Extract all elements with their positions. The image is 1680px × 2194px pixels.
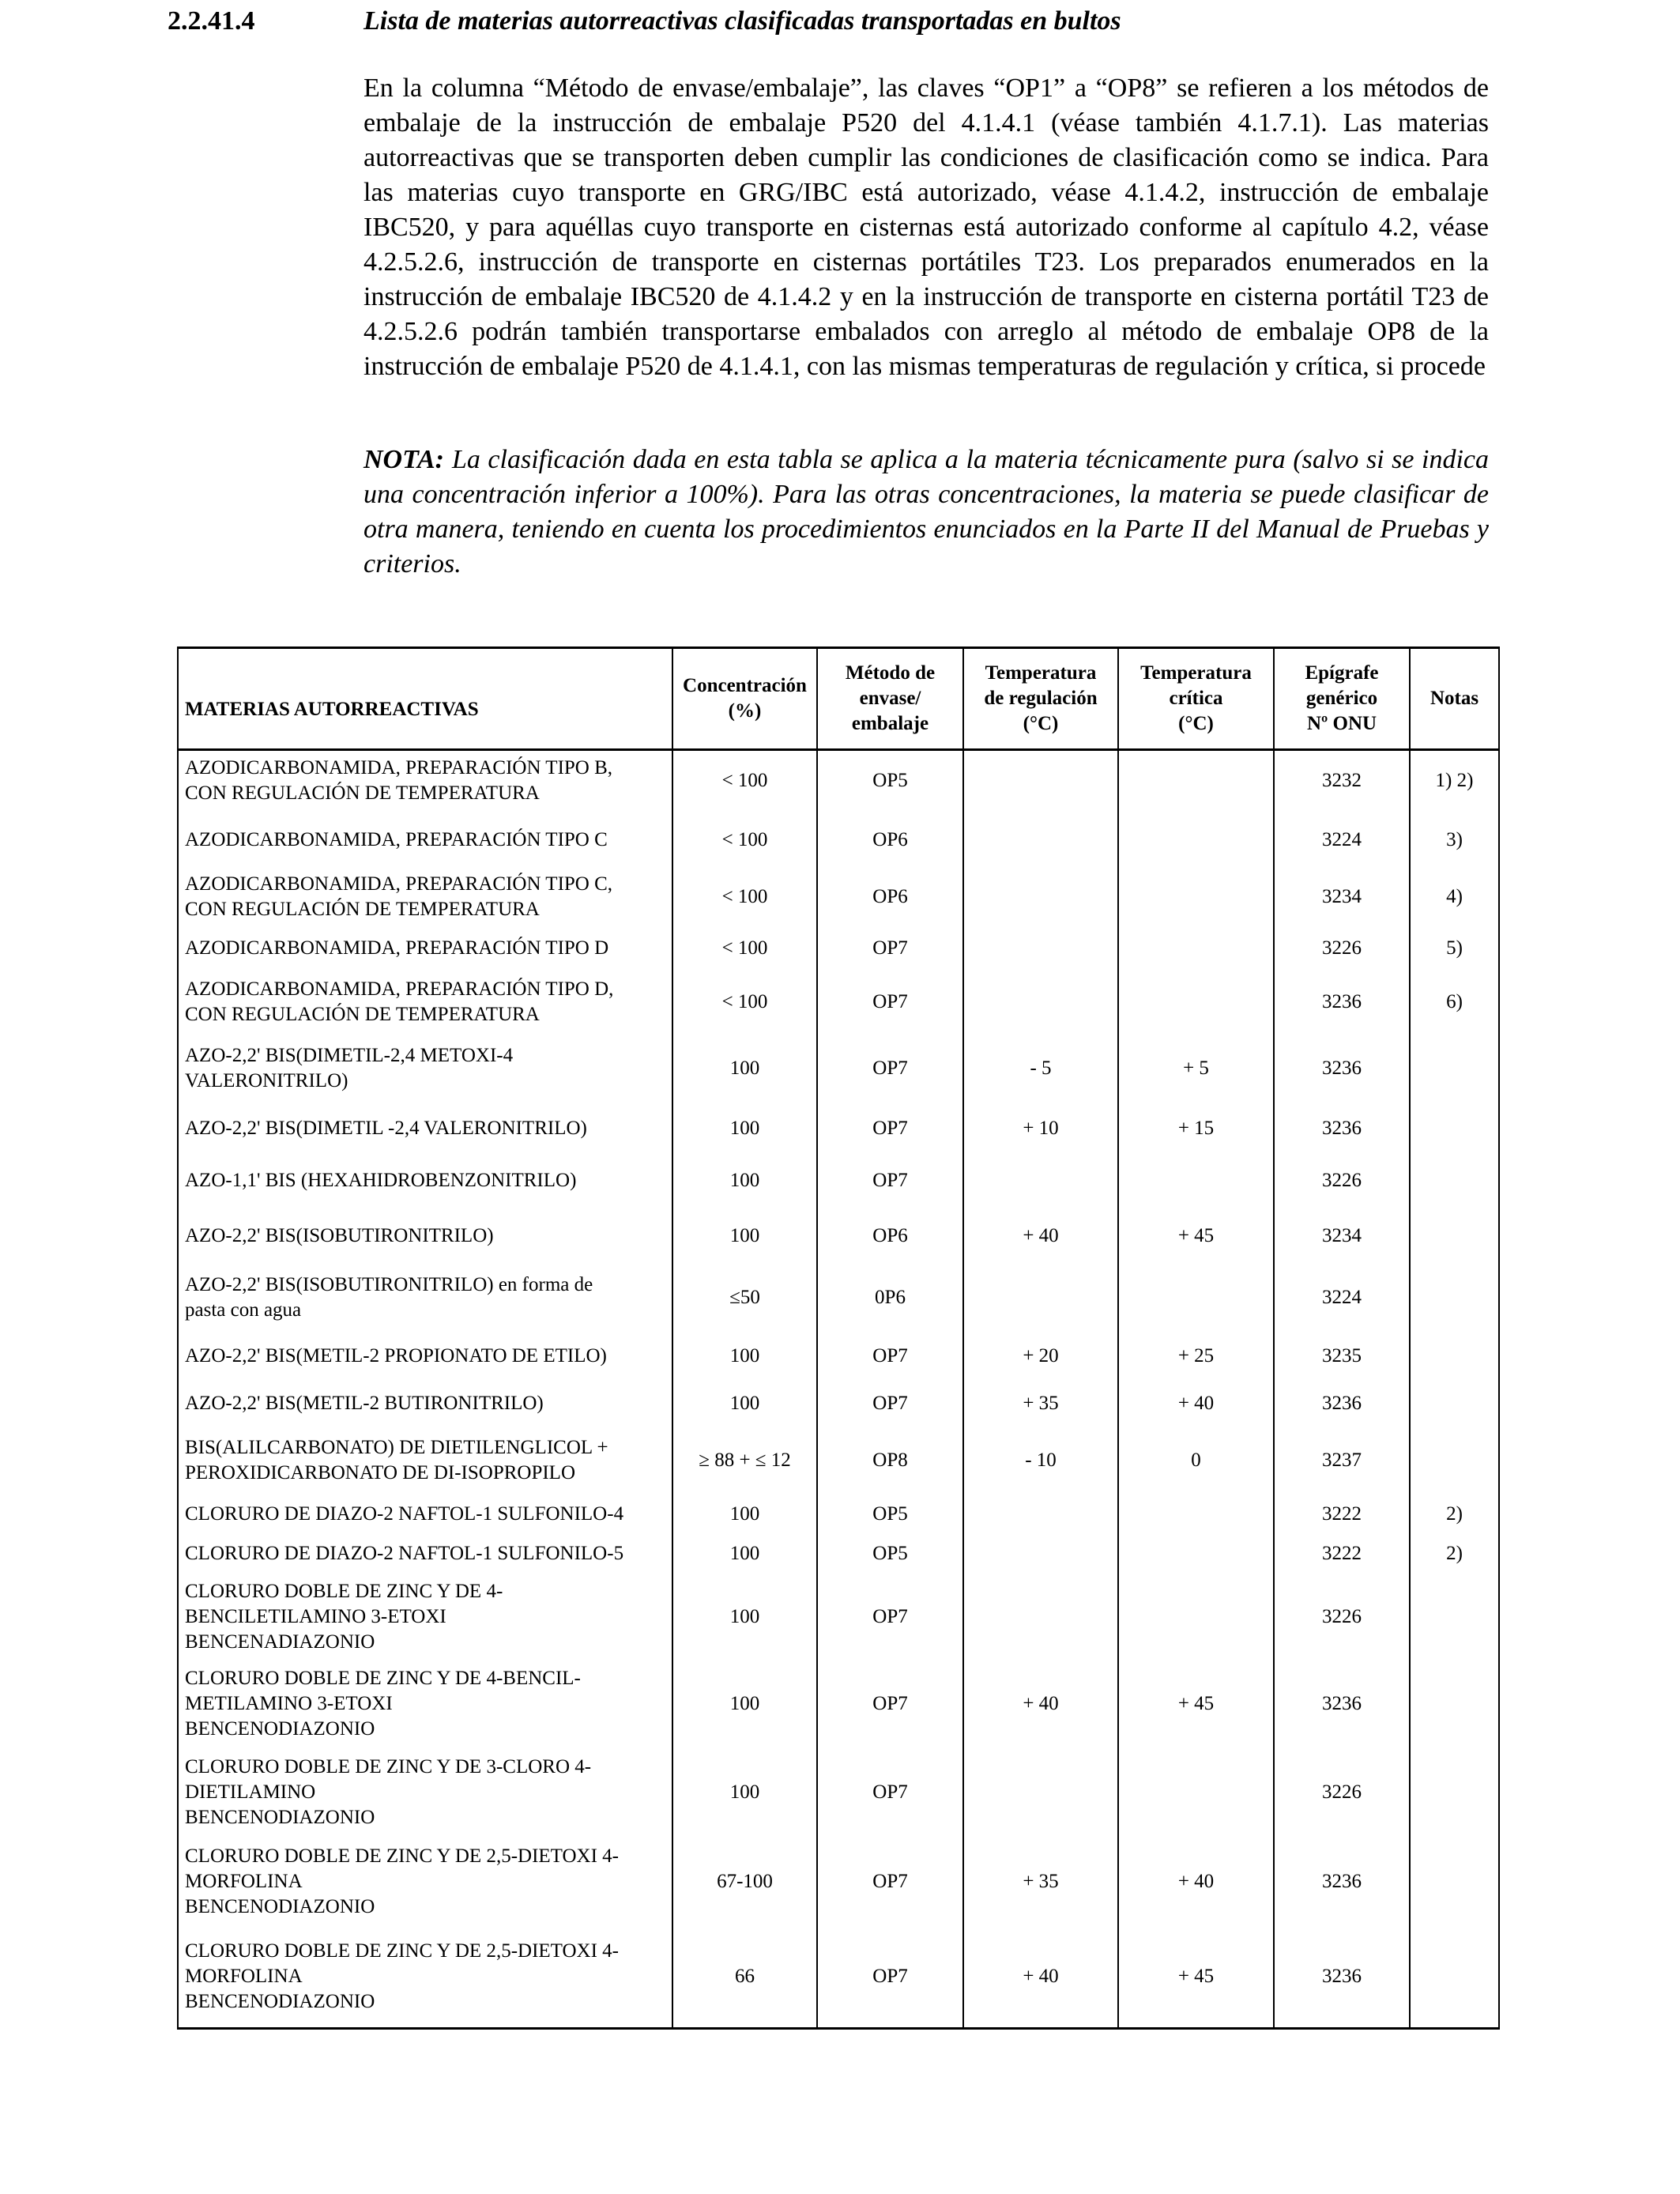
cell-substance-name (178, 750, 672, 812)
table-row (178, 1104, 1499, 1153)
header-critical-temp (1118, 648, 1274, 750)
substance-name-line: CLORURO DOBLE DE ZINC Y DE 4-BENCIL- (185, 1667, 581, 1689)
table-row (178, 971, 1499, 1033)
cell-critical-temp (1118, 1264, 1274, 1332)
table-row (178, 1661, 1499, 1747)
table-row (178, 925, 1499, 971)
cell-concentration: 100 (672, 1033, 817, 1104)
cell-method: OP7 (817, 1747, 963, 1838)
cell-substance-name (178, 971, 672, 1033)
header-conc-line: Concentración (683, 675, 807, 696)
table-row (178, 1534, 1499, 1574)
substance-name-line: BENCENADIAZONIO (185, 1630, 375, 1653)
table-row (178, 1838, 1499, 1926)
cell-critical-temp: + 45 (1118, 1661, 1274, 1747)
cell-notes: 2) (1410, 1495, 1499, 1534)
cell-method: OP7 (817, 1838, 963, 1926)
table-row (178, 750, 1499, 812)
substance-name-line: AZODICARBONAMIDA, PREPARACIÓN TIPO C (185, 828, 608, 850)
header-epi-line: Nº ONU (1306, 713, 1377, 734)
header-name: MATERIAS AUTORREACTIVAS (178, 648, 672, 750)
cell-concentration: < 100 (672, 812, 817, 869)
cell-method: OP8 (817, 1427, 963, 1495)
cell-regulation-temp (963, 869, 1118, 925)
table-row (178, 1926, 1499, 2029)
table-row (178, 1332, 1499, 1381)
header-tcrit-line: (°C) (1178, 713, 1214, 734)
cell-substance-name (178, 1427, 672, 1495)
substance-name-line: AZO-2,2' BIS(METIL-2 BUTIRONITRILO) (185, 1392, 544, 1414)
section-title: Lista de materias autorreactivas clasificadas transportadas en bultos (363, 6, 1121, 36)
cell-regulation-temp: - 10 (963, 1427, 1118, 1495)
cell-notes (1410, 1104, 1499, 1153)
cell-concentration: < 100 (672, 869, 817, 925)
table-row (178, 1574, 1499, 1661)
substance-name-line: AZO-2,2' BIS(ISOBUTIRONITRILO) (185, 1224, 494, 1246)
cell-un-number: 3236 (1274, 1926, 1410, 2029)
cell-concentration: 66 (672, 1926, 817, 2029)
cell-method: OP7 (817, 1153, 963, 1208)
substance-name-line: AZODICARBONAMIDA, PREPARACIÓN TIPO B, (185, 757, 613, 779)
substance-name-line: CLORURO DE DIAZO-2 NAFTOL-1 SULFONILO-4 (185, 1502, 624, 1525)
intro-paragraph: En la columna “Método de envase/embalaje”, las claves “OP1” a “OP8” se refieren a los métodos de embalaje de la instrucción de embalaje P520 del 4.1.4.1 (véase también 4.1.7.1). Las materias autorreactivas que se transporten deben cumplir las condiciones de clasificación como se indica. Para las materias cuyo transporte en GRG/IBC está autorizado, véase 4.1.4.2, instrucción de embalaje IBC520, y para aquéllas cuyo transporte en cisternas está autorizado conforme al capítulo 4.2, véase 4.2.5.2.6, instrucción de transporte en cisternas portátiles T23. Los preparados enumerados en la instrucción de embalaje IBC520 de 4.1.4.2 y en la instrucción de transporte en cisterna portátil T23 de 4.2.5.2.6 podrán también transportarse embalados con arreglo al método de embalaje OP8 de la instrucción de embalaje P520 de 4.1.4.1, con las mismas temperaturas de regulación y crítica, si procede (363, 74, 1489, 381)
cell-critical-temp: + 40 (1118, 1838, 1274, 1926)
cell-method: OP5 (817, 750, 963, 812)
cell-notes: 5) (1410, 925, 1499, 971)
cell-notes (1410, 1574, 1499, 1661)
substance-name-line: AZODICARBONAMIDA, PREPARACIÓN TIPO D, (185, 978, 614, 1000)
substance-name-line: CLORURO DOBLE DE ZINC Y DE 2,5-DIETOXI 4- (185, 1845, 620, 1867)
substance-name-line: BENCENODIAZONIO (185, 1717, 375, 1740)
cell-un-number: 3237 (1274, 1427, 1410, 1495)
cell-substance-name (178, 1104, 672, 1153)
cell-un-number: 3236 (1274, 1661, 1410, 1747)
cell-method: OP7 (817, 971, 963, 1033)
cell-un-number: 3226 (1274, 1574, 1410, 1661)
cell-method: OP7 (817, 1033, 963, 1104)
header-met-line: envase/ (859, 688, 921, 709)
cell-substance-name (178, 1495, 672, 1534)
cell-notes: 2) (1410, 1534, 1499, 1574)
cell-concentration: < 100 (672, 925, 817, 971)
cell-critical-temp (1118, 925, 1274, 971)
substance-name-line: AZO-1,1' BIS (HEXAHIDROBENZONITRILO) (185, 1169, 577, 1191)
substance-name-line: BENCENODIAZONIO (185, 1990, 375, 2012)
cell-concentration: 100 (672, 1332, 817, 1381)
cell-method: OP7 (817, 1104, 963, 1153)
cell-notes (1410, 1661, 1499, 1747)
cell-method: OP7 (817, 1926, 963, 2029)
header-method (817, 648, 963, 750)
cell-concentration: 100 (672, 1104, 817, 1153)
substance-name-line: BIS(ALILCARBONATO) DE DIETILENGLICOL + (185, 1436, 608, 1458)
table-row (178, 812, 1499, 869)
substance-name-line: BENCENODIAZONIO (185, 1806, 375, 1828)
cell-regulation-temp (963, 1747, 1118, 1838)
cell-substance-name (178, 1153, 672, 1208)
substance-name-line: CON REGULACIÓN DE TEMPERATURA (185, 782, 540, 805)
cell-critical-temp: 0 (1118, 1427, 1274, 1495)
cell-substance-name (178, 869, 672, 925)
cell-un-number: 3236 (1274, 1104, 1410, 1153)
cell-concentration: < 100 (672, 971, 817, 1033)
cell-regulation-temp: - 5 (963, 1033, 1118, 1104)
cell-notes: 1) 2) (1410, 750, 1499, 812)
substance-name-line: AZODICARBONAMIDA, PREPARACIÓN TIPO D (185, 937, 609, 959)
substance-name-line: CON REGULACIÓN DE TEMPERATURA (185, 898, 540, 920)
cell-concentration: 67-100 (672, 1838, 817, 1926)
cell-method: OP5 (817, 1495, 963, 1534)
cell-method: OP5 (817, 1534, 963, 1574)
substance-name-line: PEROXIDICARBONATO DE DI-ISOPROPILO (185, 1461, 576, 1483)
cell-notes (1410, 1033, 1499, 1104)
header-epi-line: Epígrafe (1305, 662, 1379, 684)
header-tcrit-line: Temperatura (1140, 662, 1252, 684)
note-paragraph (363, 443, 1489, 582)
cell-critical-temp (1118, 1153, 1274, 1208)
cell-un-number: 3222 (1274, 1534, 1410, 1574)
substance-name-line: CON REGULACIÓN DE TEMPERATURA (185, 1003, 540, 1025)
header-epi-line: genérico (1305, 688, 1378, 709)
table-row (178, 1264, 1499, 1332)
substance-name-line: MORFOLINA (185, 1965, 303, 1987)
cell-critical-temp (1118, 1534, 1274, 1574)
cell-critical-temp (1118, 1747, 1274, 1838)
cell-critical-temp (1118, 1574, 1274, 1661)
cell-critical-temp (1118, 971, 1274, 1033)
cell-substance-name (178, 1381, 672, 1427)
header-treg-line: de regulación (984, 688, 1098, 709)
cell-notes (1410, 1747, 1499, 1838)
cell-notes: 4) (1410, 869, 1499, 925)
cell-regulation-temp (963, 1495, 1118, 1534)
cell-regulation-temp (963, 812, 1118, 869)
table-row (178, 869, 1499, 925)
cell-regulation-temp (963, 750, 1118, 812)
cell-substance-name (178, 812, 672, 869)
cell-critical-temp (1118, 750, 1274, 812)
table-row (178, 1427, 1499, 1495)
cell-critical-temp (1118, 869, 1274, 925)
header-met-line: Método de (845, 662, 936, 684)
cell-un-number: 3224 (1274, 1264, 1410, 1332)
cell-method: OP7 (817, 1574, 963, 1661)
header-regulation-temp (963, 648, 1118, 750)
cell-method: OP7 (817, 1381, 963, 1427)
substance-name-line: BENCILETILAMINO 3-ETOXI (185, 1605, 446, 1627)
cell-un-number: 3235 (1274, 1332, 1410, 1381)
header-treg-line: Temperatura (985, 662, 1097, 684)
cell-regulation-temp (963, 925, 1118, 971)
cell-critical-temp (1118, 812, 1274, 869)
cell-regulation-temp (963, 1534, 1118, 1574)
cell-regulation-temp: + 35 (963, 1838, 1118, 1926)
cell-concentration: ≤50 (672, 1264, 817, 1332)
cell-regulation-temp (963, 1264, 1118, 1332)
cell-method: 0P6 (817, 1264, 963, 1332)
substance-name-line: CLORURO DOBLE DE ZINC Y DE 4- (185, 1580, 503, 1602)
cell-method: OP7 (817, 925, 963, 971)
cell-regulation-temp: + 20 (963, 1332, 1118, 1381)
cell-un-number: 3222 (1274, 1495, 1410, 1534)
header-tcrit-line: crítica (1169, 688, 1223, 709)
substance-name-line: DIETILAMINO (185, 1781, 316, 1803)
table-header-row (178, 648, 1499, 750)
cell-substance-name (178, 1838, 672, 1926)
substance-name-line: CLORURO DE DIAZO-2 NAFTOL-1 SULFONILO-5 (185, 1542, 624, 1564)
cell-regulation-temp: + 40 (963, 1661, 1118, 1747)
note-text: La clasificación dada en esta tabla se aplica a la materia técnicamente pura (salvo si se indica una concentración inferior a 100%). Para las otras concentraciones, la materia se puede clasificar de otra manera, teniendo en cuenta los procedimientos enunciados en la Parte II del Manual de Pruebas y criterios. (363, 445, 1489, 579)
cell-notes (1410, 1926, 1499, 2029)
table-row (178, 1153, 1499, 1208)
cell-notes (1410, 1332, 1499, 1381)
substance-name-line: CLORURO DOBLE DE ZINC Y DE 2,5-DIETOXI 4- (185, 1940, 620, 1962)
note-label: NOTA: (363, 445, 444, 474)
cell-substance-name (178, 925, 672, 971)
cell-critical-temp: + 15 (1118, 1104, 1274, 1153)
cell-concentration: 100 (672, 1495, 817, 1534)
cell-substance-name (178, 1033, 672, 1104)
cell-regulation-temp: + 40 (963, 1208, 1118, 1264)
cell-concentration: 100 (672, 1381, 817, 1427)
cell-un-number: 3236 (1274, 1381, 1410, 1427)
cell-critical-temp: + 25 (1118, 1332, 1274, 1381)
cell-substance-name (178, 1332, 672, 1381)
cell-concentration: 100 (672, 1661, 817, 1747)
header-notes: Notas (1410, 648, 1499, 750)
cell-regulation-temp: + 40 (963, 1926, 1118, 2029)
cell-notes: 6) (1410, 971, 1499, 1033)
cell-substance-name (178, 1661, 672, 1747)
cell-substance-name (178, 1208, 672, 1264)
cell-concentration: ≥ 88 + ≤ 12 (672, 1427, 817, 1495)
table-row (178, 1747, 1499, 1838)
cell-regulation-temp (963, 1574, 1118, 1661)
cell-notes (1410, 1208, 1499, 1264)
cell-un-number: 3224 (1274, 812, 1410, 869)
cell-un-number: 3226 (1274, 925, 1410, 971)
cell-notes (1410, 1153, 1499, 1208)
section-number: 2.2.41.4 (168, 6, 255, 36)
cell-regulation-temp (963, 1153, 1118, 1208)
cell-regulation-temp (963, 971, 1118, 1033)
cell-concentration: 100 (672, 1153, 817, 1208)
header-generic-entry (1274, 648, 1410, 750)
substance-name-line: BENCENODIAZONIO (185, 1895, 375, 1917)
table-row (178, 1033, 1499, 1104)
substance-name-line: AZO-2,2' BIS(METIL-2 PROPIONATO DE ETILO) (185, 1344, 607, 1367)
cell-substance-name (178, 1534, 672, 1574)
table-row (178, 1381, 1499, 1427)
cell-substance-name (178, 1926, 672, 2029)
substance-name-line: pasta con agua (185, 1299, 302, 1321)
substance-name-line: CLORURO DOBLE DE ZINC Y DE 3-CLORO 4- (185, 1755, 592, 1777)
cell-critical-temp: + 40 (1118, 1381, 1274, 1427)
cell-concentration: 100 (672, 1574, 817, 1661)
cell-concentration: 100 (672, 1534, 817, 1574)
cell-regulation-temp: + 10 (963, 1104, 1118, 1153)
cell-un-number: 3226 (1274, 1747, 1410, 1838)
header-treg-line: (°C) (1023, 713, 1059, 734)
table-row (178, 1208, 1499, 1264)
table-row (178, 1495, 1499, 1534)
cell-critical-temp: + 45 (1118, 1926, 1274, 2029)
cell-concentration: < 100 (672, 750, 817, 812)
self-reactive-substances-table (177, 647, 1500, 2030)
cell-un-number: 3234 (1274, 869, 1410, 925)
cell-method: OP6 (817, 812, 963, 869)
substance-name-line: AZO-2,2' BIS(DIMETIL -2,4 VALERONITRILO) (185, 1117, 587, 1139)
substance-name-line: METILAMINO 3-ETOXI (185, 1692, 393, 1714)
cell-concentration: 100 (672, 1747, 817, 1838)
cell-notes: 3) (1410, 812, 1499, 869)
cell-un-number: 3236 (1274, 971, 1410, 1033)
cell-un-number: 3226 (1274, 1153, 1410, 1208)
cell-notes (1410, 1264, 1499, 1332)
cell-un-number: 3234 (1274, 1208, 1410, 1264)
substance-name-line: AZO-2,2' BIS(ISOBUTIRONITRILO) en forma de (185, 1273, 593, 1295)
substance-name-line: AZO-2,2' BIS(DIMETIL-2,4 METOXI-4 (185, 1044, 514, 1066)
cell-regulation-temp: + 35 (963, 1381, 1118, 1427)
cell-method: OP7 (817, 1661, 963, 1747)
substance-name-line: AZODICARBONAMIDA, PREPARACIÓN TIPO C, (185, 873, 613, 895)
cell-method: OP7 (817, 1332, 963, 1381)
cell-method: OP6 (817, 1208, 963, 1264)
cell-method: OP6 (817, 869, 963, 925)
cell-un-number: 3236 (1274, 1033, 1410, 1104)
substance-name-line: MORFOLINA (185, 1870, 303, 1892)
header-conc-line: (%) (728, 700, 762, 722)
cell-un-number: 3232 (1274, 750, 1410, 812)
cell-substance-name (178, 1574, 672, 1661)
cell-substance-name (178, 1747, 672, 1838)
cell-un-number: 3236 (1274, 1838, 1410, 1926)
cell-notes (1410, 1427, 1499, 1495)
header-met-line: embalaje (851, 713, 929, 734)
cell-critical-temp (1118, 1495, 1274, 1534)
cell-critical-temp: + 5 (1118, 1033, 1274, 1104)
cell-notes (1410, 1381, 1499, 1427)
header-concentration (672, 648, 817, 750)
substance-name-line: VALERONITRILO) (185, 1069, 348, 1091)
cell-substance-name (178, 1264, 672, 1332)
cell-critical-temp: + 45 (1118, 1208, 1274, 1264)
table-body (178, 750, 1499, 2029)
cell-notes (1410, 1838, 1499, 1926)
cell-concentration: 100 (672, 1208, 817, 1264)
